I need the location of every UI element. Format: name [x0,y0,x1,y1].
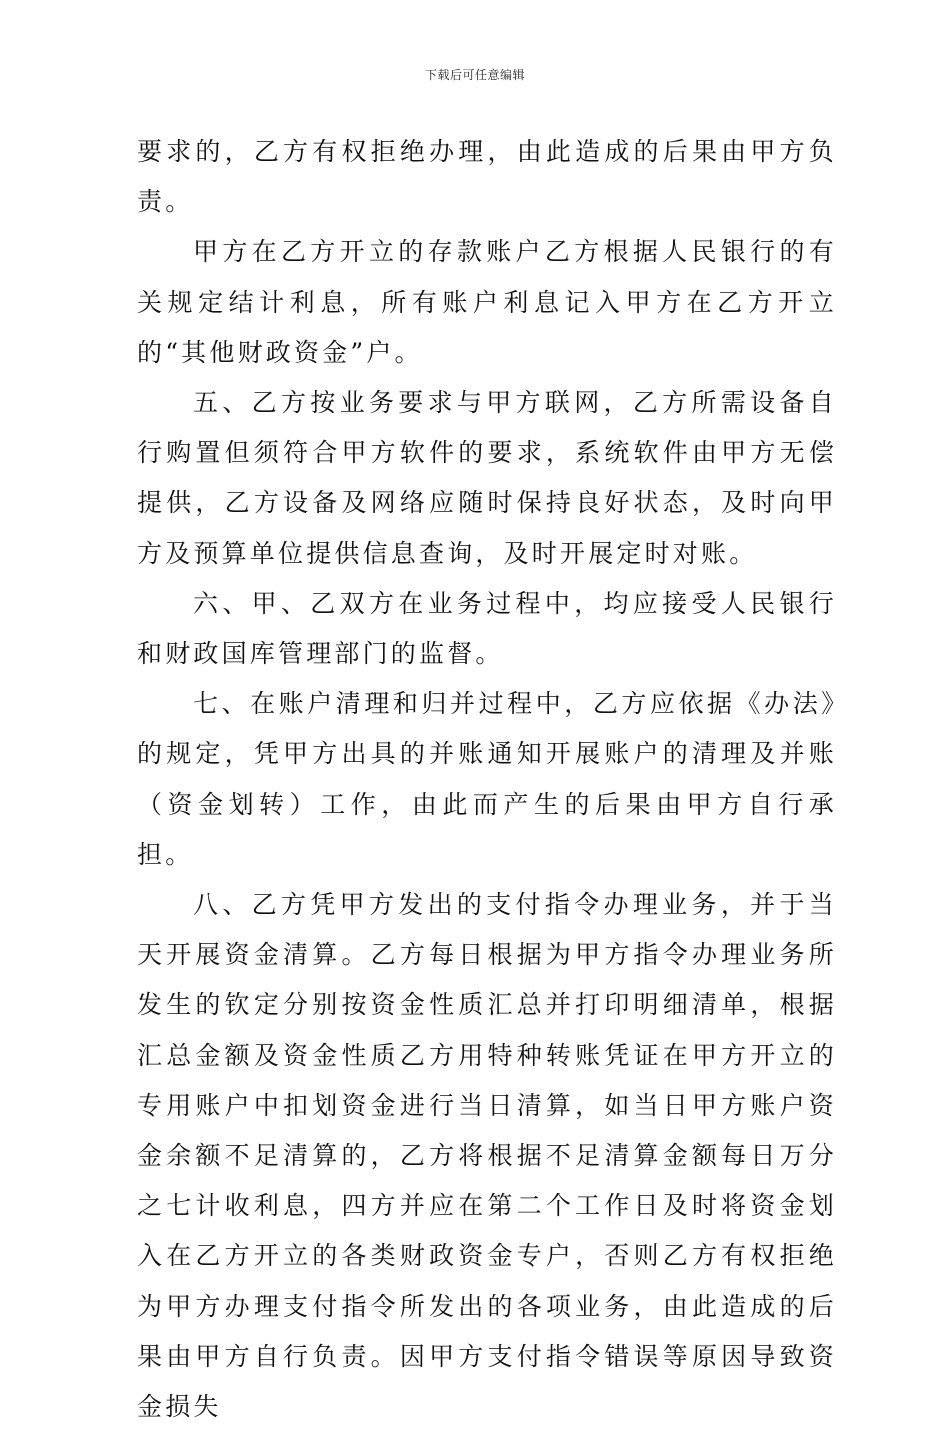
paragraph-continuation: 要求的，乙方有权拒绝办理，由此造成的后果由甲方负责。 [137,137,837,217]
paragraph-clause-5: 五、乙方按业务要求与甲方联网，乙方所需设备自行购置但须符合甲方软件的要求，系统软件由甲方无偿提供，乙方设备及网络应随时保持良好状态，及时向甲方及预算单位提供信息查询，及时开展定时对账。 [137,388,837,568]
document-body [137,127,837,1432]
paragraph-clause-6: 六、甲、乙双方在业务过程中，均应接受人民银行和财政国库管理部门的监督。 [137,588,837,669]
page-header: 下载后可任意编辑 [424,68,525,82]
paragraph-clause-7: 七、在账户清理和归并过程中，乙方应依据《办法》的规定，凭甲方出具的并账通知开展账户的清理及并账（资金划转）工作，由此而产生的后果由甲方自行承担。 [137,689,837,869]
paragraph-interest: 甲方在乙方开立的存款账户乙方根据人民银行的有关规定结计利息，所有账户利息记入甲方在乙方开立的“其他财政资金”户。 [137,237,837,367]
paragraph-clause-8: 八、乙方凭甲方发出的支付指令办理业务，并于当天开展资金清算。乙方每日根据为甲方指令办理业务所发生的钦定分别按资金性质汇总并打印明细清单，根据汇总金额及资金性质乙方用特种转账凭证在甲方开立的专用账户中扣划资金进行当日清算，如当日甲方账户资金余额不足清算的，乙方将根据不足清算金额每日万分之七计收利息，四方并应在第二个工作日及时将资金划入在乙方开立的各类财政资金专户，否则乙方有权拒绝为甲方办理支付指令所发出的各项业务，由此造成的后果由甲方自行负责。因甲方支付指令错误等原因导致资金损失 [137,890,837,1422]
